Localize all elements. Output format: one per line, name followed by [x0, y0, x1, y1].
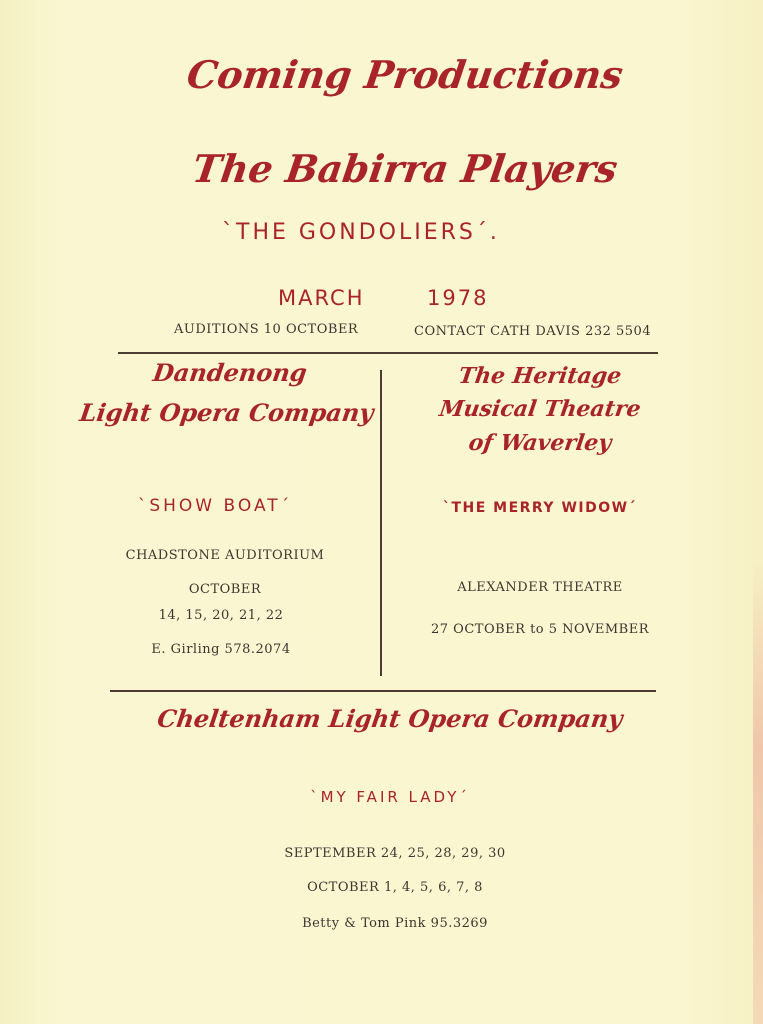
- production-year: 1978: [427, 286, 489, 310]
- company-name-heritage-line2: Musical Theatre: [437, 396, 643, 422]
- company-name-babirra: The Babirra Players: [189, 146, 621, 191]
- company-name-cheltenham: Cheltenham Light Opera Company: [155, 704, 625, 733]
- bottom-dates-september: SEPTEMBER 24, 25, 28, 29, 30: [284, 846, 506, 861]
- venue-chadstone: CHADSTONE AUDITORIUM: [125, 548, 325, 563]
- company-name-heritage: The Heritage: [456, 363, 624, 389]
- divider-vertical: [380, 370, 382, 676]
- show-title-merry-widow: `THE MERRY WIDOW´: [442, 500, 638, 516]
- left-month: OCTOBER: [188, 582, 262, 597]
- show-title-gondoliers: `THE GONDOLIERS´.: [222, 220, 500, 245]
- company-name-dandenong-line2: Light Opera Company: [77, 398, 376, 427]
- company-name-dandenong: Dandenong: [151, 358, 309, 387]
- production-month: MARCH: [278, 286, 365, 310]
- venue-alexander: ALEXANDER THEATRE: [457, 580, 623, 595]
- bottom-contact: Betty & Tom Pink 95.3269: [302, 916, 488, 931]
- contact-info: CONTACT CATH DAVIS 232 5504: [414, 324, 652, 339]
- auditions-info: AUDITIONS 10 OCTOBER: [174, 322, 359, 337]
- show-title-show-boat: `SHOW BOAT´: [137, 496, 293, 516]
- right-dates: 27 OCTOBER to 5 NOVEMBER: [431, 622, 649, 637]
- left-dates: 14, 15, 20, 21, 22: [158, 608, 284, 623]
- page-title: Coming Productions: [184, 52, 626, 97]
- company-name-heritage-line3: of Waverley: [466, 430, 613, 456]
- page-edge-stain: [753, 560, 763, 1024]
- divider-bottom: [110, 690, 656, 692]
- left-contact: E. Girling 578.2074: [151, 642, 291, 657]
- bottom-dates-october: OCTOBER 1, 4, 5, 6, 7, 8: [307, 880, 483, 895]
- show-title-my-fair-lady: `MY FAIR LADY´: [310, 788, 470, 806]
- divider-top: [118, 352, 658, 354]
